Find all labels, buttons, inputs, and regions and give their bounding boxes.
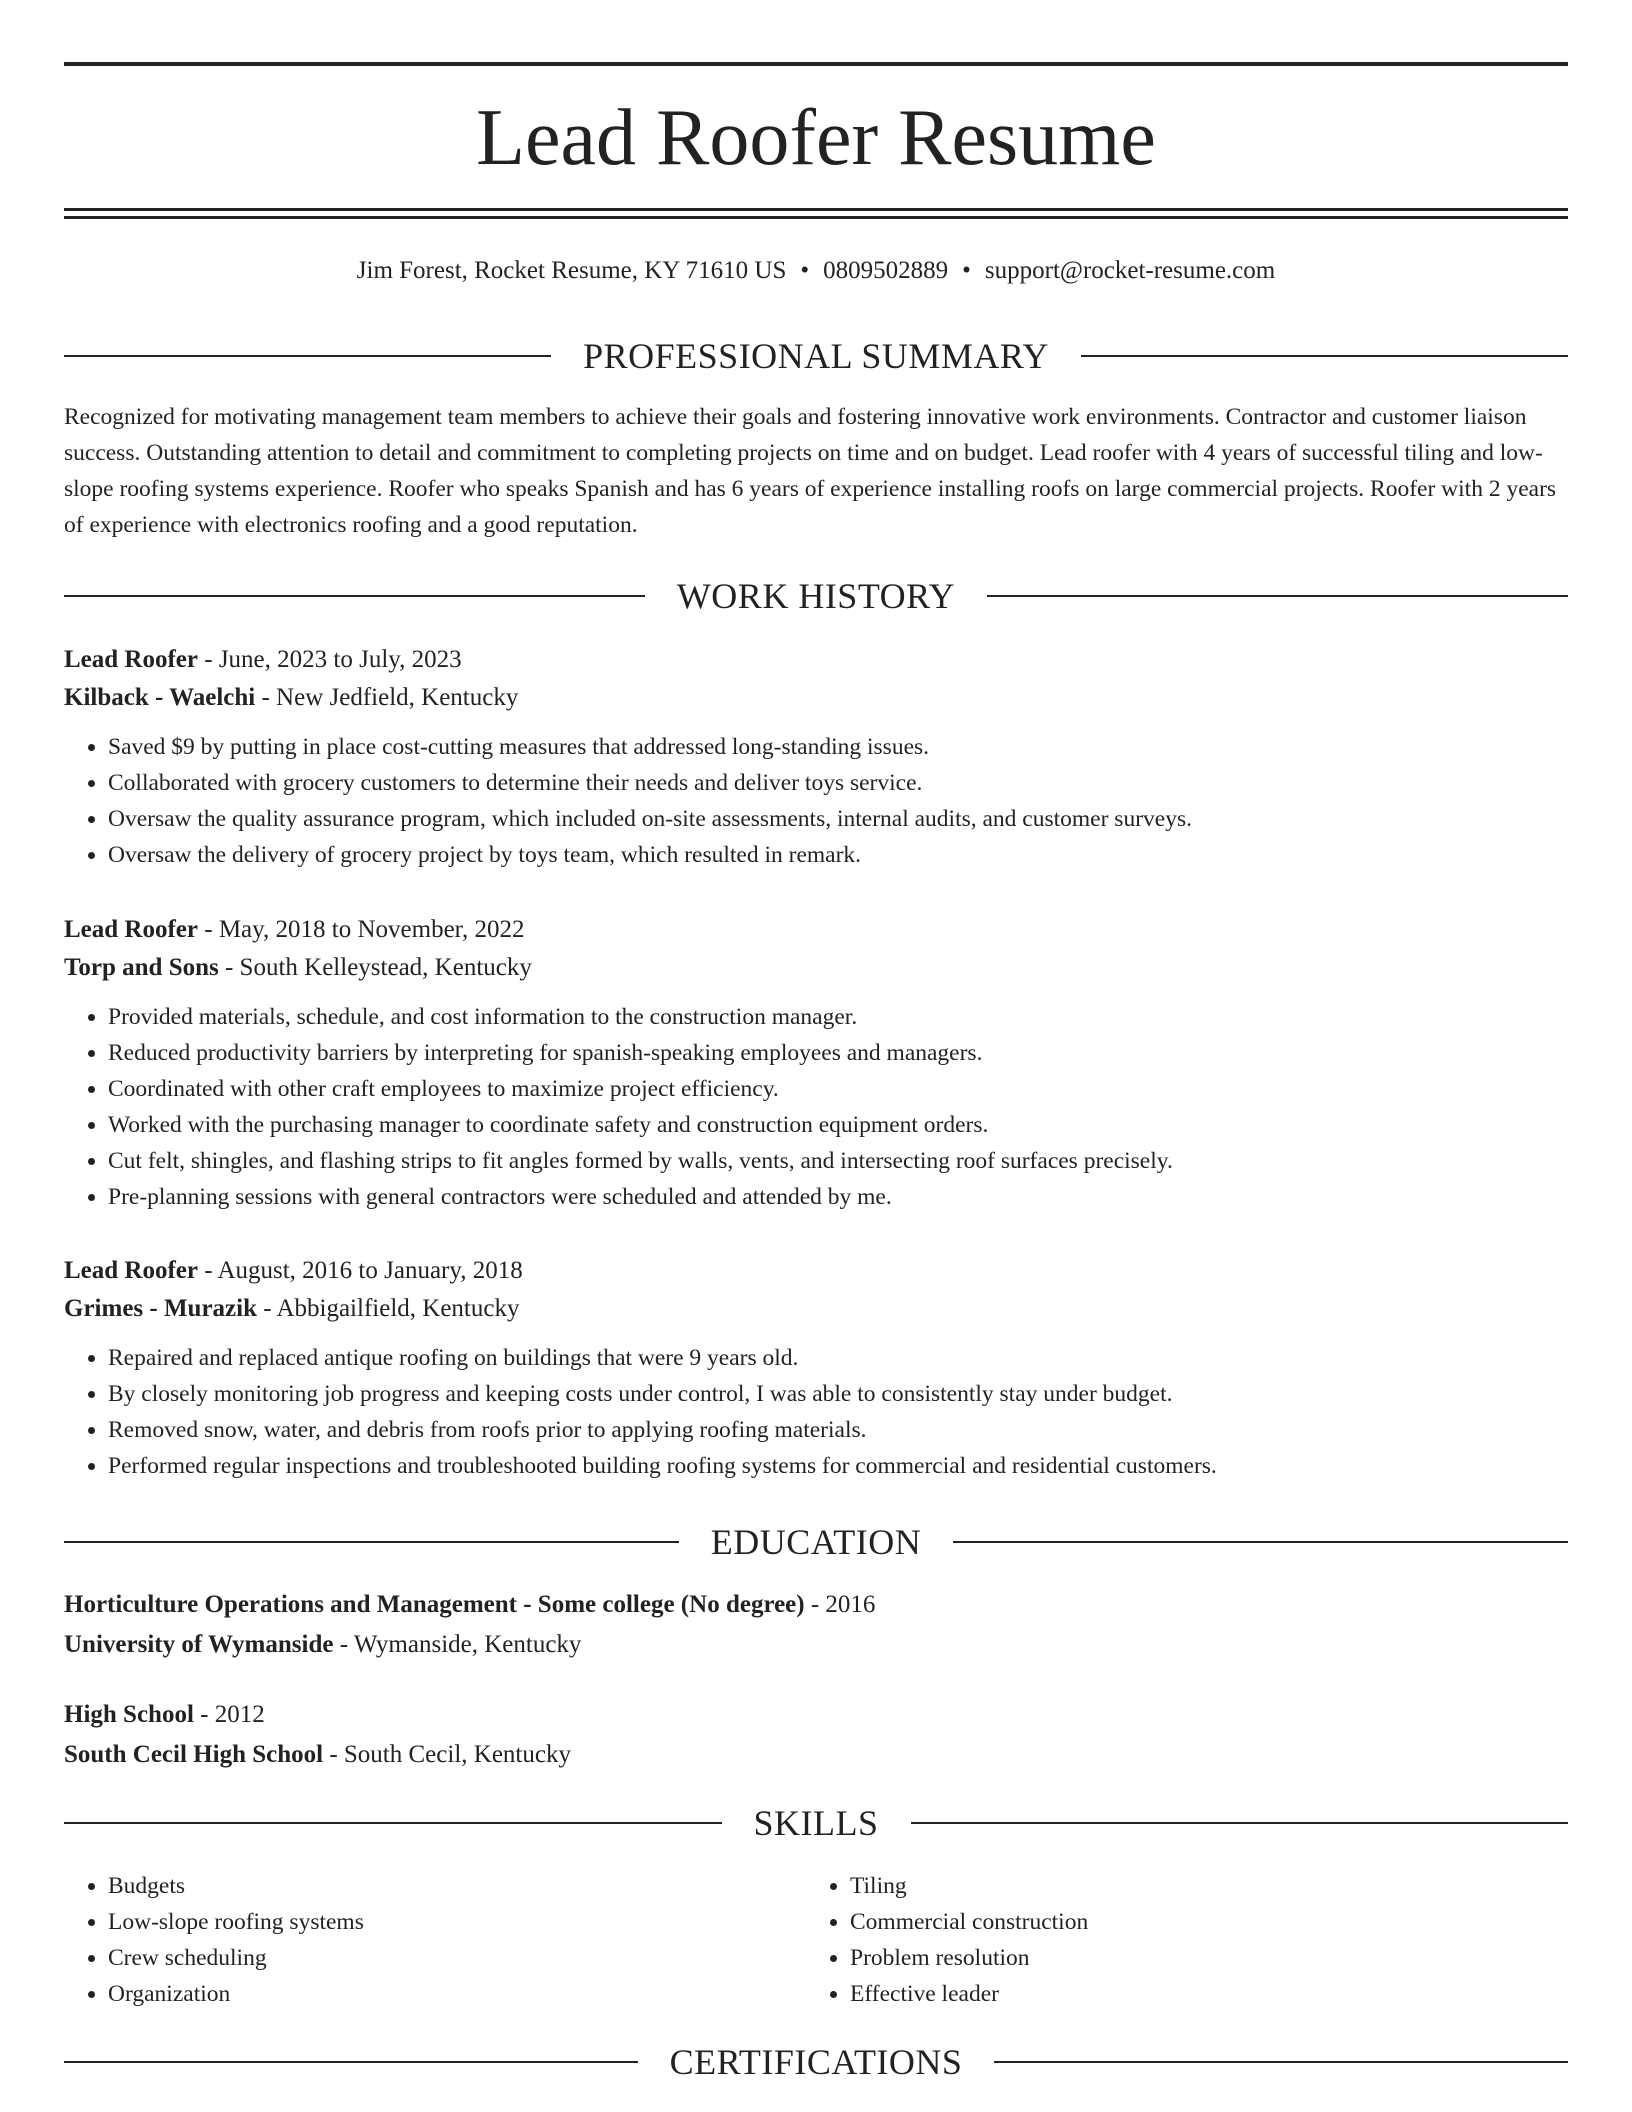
- contact-line: [0, 254, 1632, 288]
- contact-phone: 0809502889: [823, 257, 949, 284]
- list-item: • By closely monitoring job progress and keeping costs under control, I was able to consistently stay under budget.: [108, 1376, 1568, 1412]
- skill-item: • Effective leader: [850, 1976, 1550, 2012]
- section-header-summary: [64, 334, 1568, 378]
- job-entry: [64, 641, 1568, 873]
- degree-year: - 2012: [193, 1701, 265, 1728]
- job-title: Lead Roofer: [64, 1257, 198, 1284]
- job-dates: - August, 2016 to January, 2018: [198, 1257, 523, 1284]
- skill-item: • Organization: [108, 1976, 806, 2012]
- job-dates: - May, 2018 to November, 2022: [198, 916, 525, 943]
- list-item: • Pre-planning sessions with general contractors were scheduled and attended by me.: [108, 1179, 1568, 1215]
- section-header-certifications: [64, 2040, 1568, 2084]
- job-title: Lead Roofer: [64, 916, 198, 943]
- job-bullets: [64, 729, 1568, 873]
- section-title: EDUCATION: [710, 1522, 922, 1562]
- skill-item: • Budgets: [108, 1868, 806, 1904]
- school-location: - Wymanside, Kentucky: [333, 1631, 582, 1658]
- section-header-skills: [64, 1801, 1568, 1845]
- section-header-education: [64, 1520, 1568, 1564]
- contact-email[interactable]: support@rocket-resume.com: [984, 257, 1276, 284]
- list-item: • Collaborated with grocery customers to determine their needs and deliver toys service.: [108, 765, 1568, 801]
- summary-text: Recognized for motivating management team members to achieve their goals and fostering innovative work environments. Contractor and customer liaison success. Outstanding attention to detail and commitment to completing projects on time and on budget. Lead roofer with 4 years of successful tiling and low-slope roofing systems experience. Roofer who speaks Spanish and has 6 years of experience installing roofs on large commercial projects. Roofer with 2 years of experience with electronics roofing and a good reputation.: [64, 404, 1557, 538]
- contact-separator: •: [800, 257, 810, 284]
- job-title: Lead Roofer: [64, 646, 198, 673]
- title-rule-upper: [64, 208, 1568, 211]
- degree-year: - 2016: [804, 1591, 876, 1618]
- job-bullets: [64, 1340, 1568, 1484]
- job-location: - South Kelleystead, Kentucky: [218, 954, 532, 981]
- job-company: Torp and Sons: [64, 954, 219, 981]
- job-company: Grimes - Murazik: [64, 1295, 258, 1322]
- school-name: University of Wymanside: [64, 1631, 334, 1658]
- degree-name: High School: [64, 1701, 194, 1728]
- degree-name: Horticulture Operations and Management - Some college (No degree): [64, 1591, 805, 1618]
- page-title: Lead Roofer Resume: [476, 94, 1156, 182]
- skills-column-left: [64, 1868, 806, 2012]
- job-company: Kilback - Waelchi: [64, 684, 256, 711]
- education-entry: [64, 1695, 1568, 1775]
- top-rule: [64, 62, 1568, 66]
- school-location: - South Cecil, Kentucky: [323, 1741, 571, 1768]
- section-header-work-history: [64, 574, 1568, 618]
- list-item: • Reduced productivity barriers by interpreting for spanish-speaking employees and managers.: [108, 1035, 1568, 1071]
- section-title: CERTIFICATIONS: [669, 2042, 963, 2082]
- job-dates: - June, 2023 to July, 2023: [198, 646, 462, 673]
- skills-list: [64, 1868, 1568, 2012]
- job-location: - New Jedfield, Kentucky: [255, 684, 519, 711]
- list-item: • Removed snow, water, and debris from roofs prior to applying roofing materials.: [108, 1412, 1568, 1448]
- job-bullets: [64, 999, 1568, 1215]
- list-item: • Saved $9 by putting in place cost-cutting measures that addressed long-standing issues.: [108, 729, 1568, 765]
- list-item: • Oversaw the quality assurance program, which included on-site assessments, internal audits, and customer surveys.: [108, 801, 1568, 837]
- skill-item: • Crew scheduling: [108, 1940, 806, 1976]
- contact-address: Jim Forest, Rocket Resume, KY 71610 US: [356, 257, 787, 284]
- list-item: • Oversaw the delivery of grocery project by toys team, which resulted in remark.: [108, 837, 1568, 873]
- school-name: South Cecil High School: [64, 1741, 324, 1768]
- skill-item: • Problem resolution: [850, 1940, 1550, 1976]
- skill-item: • Tiling: [850, 1868, 1550, 1904]
- list-item: • Coordinated with other craft employees to maximize project efficiency.: [108, 1071, 1568, 1107]
- skills-column-right: [806, 1868, 1550, 2012]
- section-title: SKILLS: [753, 1803, 879, 1843]
- list-item: • Worked with the purchasing manager to coordinate safety and construction equipment orders.: [108, 1107, 1568, 1143]
- list-item: • Performed regular inspections and troubleshooted building roofing systems for commercial and residential customers.: [108, 1448, 1568, 1484]
- list-item: • Repaired and replaced antique roofing on buildings that were 9 years old.: [108, 1340, 1568, 1376]
- contact-separator: •: [962, 257, 971, 284]
- job-entry: [64, 1252, 1568, 1484]
- list-item: • Provided materials, schedule, and cost information to the construction manager.: [108, 999, 1568, 1035]
- list-item: • Cut felt, shingles, and flashing strips to fit angles formed by walls, vents, and intersecting roof surfaces precisely.: [108, 1143, 1568, 1179]
- job-entry: [64, 911, 1568, 1215]
- section-title: WORK HISTORY: [676, 576, 956, 616]
- title-rule-lower: [64, 216, 1568, 219]
- skill-item: • Low-slope roofing systems: [108, 1904, 806, 1940]
- education-entry: [64, 1585, 1568, 1665]
- job-location: - Abbigailfield, Kentucky: [257, 1295, 520, 1322]
- section-title: PROFESSIONAL SUMMARY: [583, 336, 1049, 376]
- skill-item: • Commercial construction: [850, 1904, 1550, 1940]
